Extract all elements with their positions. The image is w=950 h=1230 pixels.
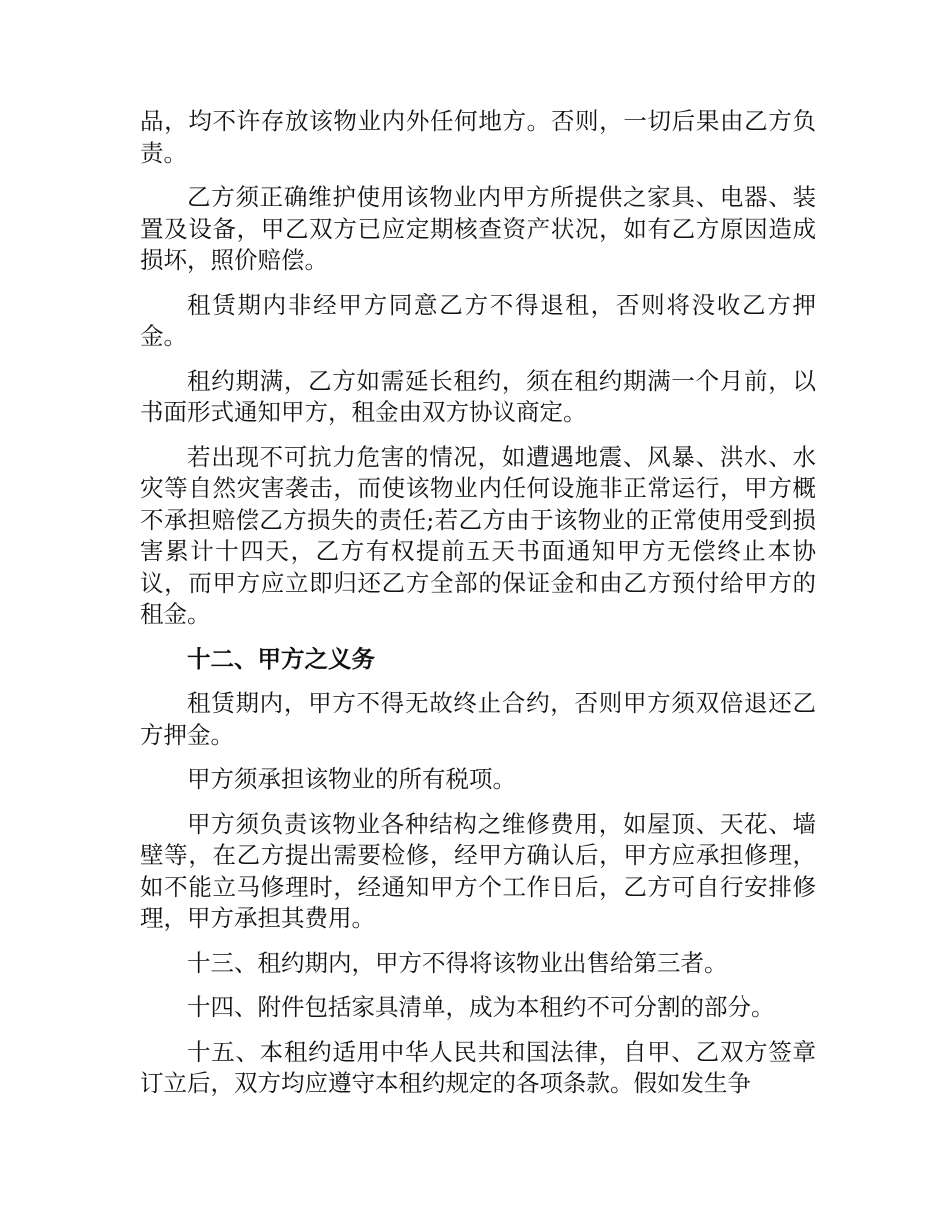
- paragraph-force-majeure: 若出现不可抗力危害的情况，如遭遇地震、风暴、洪水、水灾等自然灾害袭击，而使该物业内任何设施非正常运行，甲方概不承担赔偿乙方损失的责任;若乙方由于该物业的正常使用受到损害累计十四天，乙方有权提前五天书面通知甲方无偿终止本协议，而甲方应立即归还乙方全部的保证金和由乙方预付给甲方的租金。: [140, 442, 816, 628]
- section-heading-landlord-obligations: 十二、甲方之义务: [187, 644, 375, 673]
- paragraph-landlord-repairs: 甲方须负责该物业各种结构之维修费用，如屋顶、天花、墙壁等，在乙方提出需要检修，经甲方确认后，甲方应承担修理，如不能立马修理时，经通知甲方个工作日后，乙方可自行安排修理，甲方承担其费用。: [140, 809, 816, 932]
- paragraph-clause-14: 十四、附件包括家具清单，成为本租约不可分割的部分。: [187, 993, 775, 1021]
- paragraph-clause-15: 十五、本租约适用中华人民共和国法律，自甲、乙双方签章订立后，双方均应遵守本租约规定的各项条款。假如发生争: [140, 1037, 816, 1097]
- document-page: [140, 106, 816, 1113]
- paragraph-continuation: 品，均不许存放该物业内外任何地方。否则，一切后果由乙方负责。: [140, 107, 816, 167]
- paragraph-lease-renewal: 租约期满，乙方如需延长租约，须在租约期满一个月前，以书面形式通知甲方，租金由双方协议商定。: [140, 366, 816, 426]
- paragraph-clause-13: 十三、租约期内，甲方不得将该物业出售给第三者。: [187, 948, 728, 977]
- paragraph-landlord-taxes: 甲方须承担该物业的所有税项。: [187, 765, 516, 793]
- paragraph-furniture-maintenance: 乙方须正确维护使用该物业内甲方所提供之家具、电器、装置及设备，甲乙双方已应定期核查资产状况，如有乙方原因造成损坏，照价赔偿。: [140, 183, 816, 274]
- paragraph-no-early-termination: 租赁期内非经甲方同意乙方不得退租，否则将没收乙方押金。: [140, 290, 816, 350]
- paragraph-landlord-no-termination: 租赁期内，甲方不得无故终止合约，否则甲方须双倍退还乙方押金。: [140, 689, 816, 749]
